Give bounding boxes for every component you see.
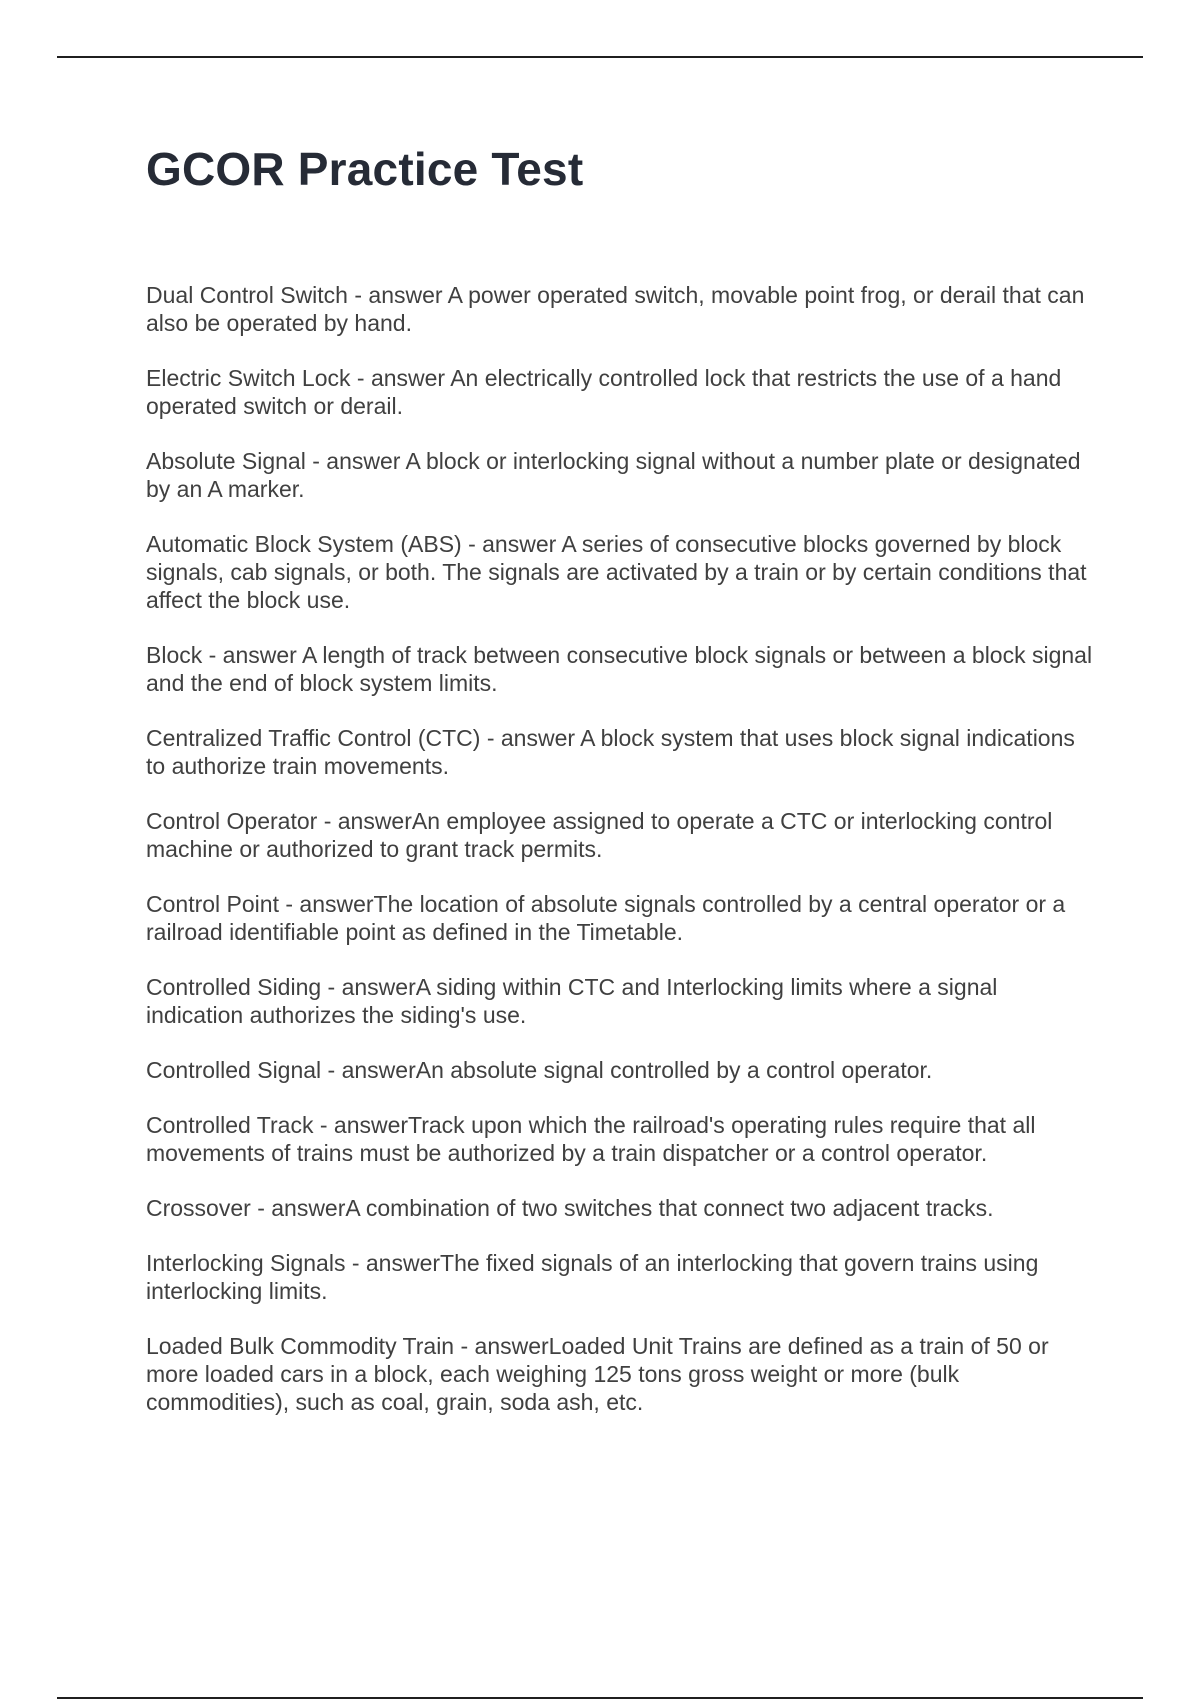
- definition-entry: Controlled Siding - answerA siding within CTC and Interlocking limits where a signal indication authorizes the siding's use.: [146, 974, 998, 1028]
- definition-entry: Block - answer A length of track between consecutive block signals or between a block signal and the end of block system limits.: [146, 642, 1093, 696]
- bottom-rule: [57, 1697, 1143, 1699]
- definition-entry: Controlled Track - answerTrack upon which the railroad's operating rules require that all movements of trains must be authorized by a train dispatcher or a control operator.: [146, 1112, 1036, 1166]
- definition-entry: Dual Control Switch - answer A power operated switch, movable point frog, or derail that can also be operated by hand.: [146, 282, 1085, 336]
- definition-list: [146, 281, 1096, 1443]
- definition-entry: Control Point - answerThe location of absolute signals controlled by a central operator or a railroad identifiable point as defined in the Timetable.: [146, 891, 1066, 945]
- definition-entry: Control Operator - answerAn employee assigned to operate a CTC or interlocking control machine or authorized to grant track permits.: [146, 808, 1053, 862]
- definition-entry: Crossover - answerA combination of two switches that connect two adjacent tracks.: [146, 1195, 994, 1221]
- definition-entry: Loaded Bulk Commodity Train - answerLoaded Unit Trains are defined as a train of 50 or more loaded cars in a block, each weighing 125 tons gross weight or more (bulk commodities), such as coal, grain, soda ash, etc.: [146, 1333, 1049, 1415]
- top-rule: [57, 56, 1143, 58]
- definition-entry: Centralized Traffic Control (CTC) - answer A block system that uses block signal indications to authorize train movements.: [146, 725, 1075, 779]
- definition-entry: Electric Switch Lock - answer An electrically controlled lock that restricts the use of a hand operated switch or derail.: [146, 365, 1062, 419]
- definition-entry: Interlocking Signals - answerThe fixed signals of an interlocking that govern trains using interlocking limits.: [146, 1250, 1039, 1304]
- definition-entry: Controlled Signal - answerAn absolute signal controlled by a control operator.: [146, 1057, 933, 1083]
- page-title: GCOR Practice Test: [146, 143, 584, 195]
- definition-entry: Automatic Block System (ABS) - answer A series of consecutive blocks governed by block signals, cab signals, or both. The signals are activated by a train or by certain conditions that affect the block use.: [146, 531, 1087, 613]
- definition-entry: Absolute Signal - answer A block or interlocking signal without a number plate or designated by an A marker.: [146, 448, 1081, 502]
